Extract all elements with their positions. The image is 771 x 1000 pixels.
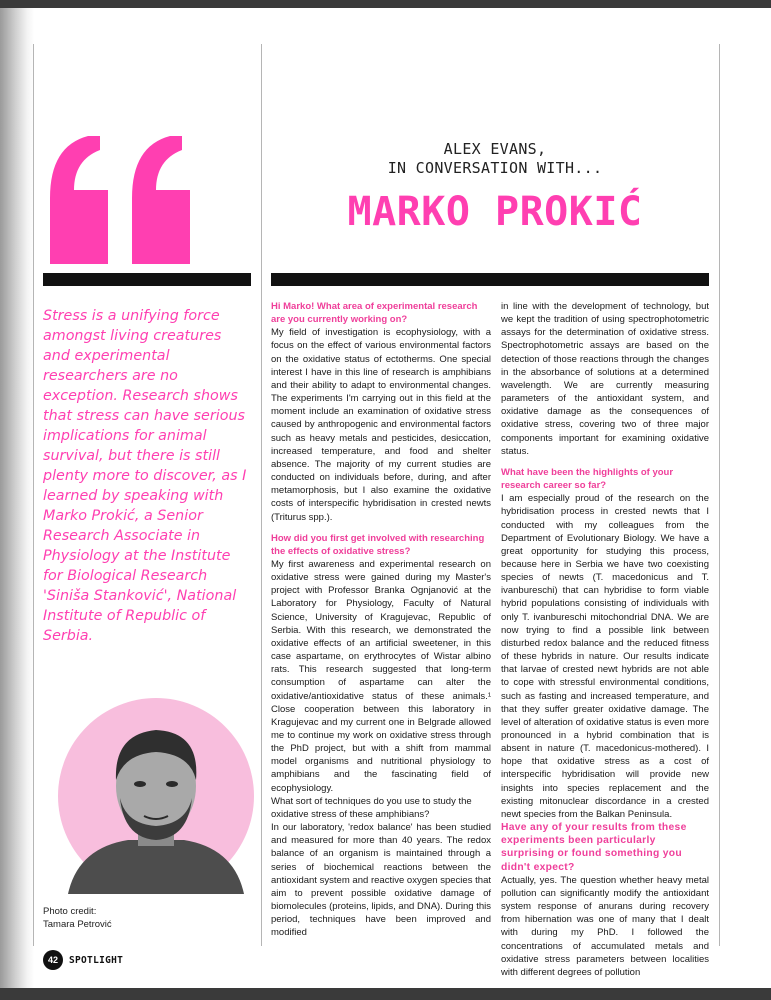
photo-credit-label: Photo credit: — [43, 906, 97, 917]
interview-answer: In our laboratory, 'redox balance' has been studied and measured for more than 40 years. The redox balance of an organism is maintained through a series of biochemical reactions between the antioxidant system and reactive oxygen species that aim to prevent possible oxidative damage of biomolecules (proteins, lipids, and DNA). During this period, techniques have been improved and modified — [271, 822, 491, 939]
interview-question: What have been the highlights of your research career so far? — [501, 466, 674, 492]
section-label: SPOTLIGHT — [69, 954, 124, 966]
interview-answer-continued: in line with the development of technology, but we kept the tradition of using spectrophotometric assays for the determination of oxidative stress. Spectrophotometric assays are based on the detection of those reactions through the changes in the absorbance of solutions at a determined wavelength. We are currently measuring parameters of the antioxidant system, and oxidative damage as the consequences of oxidative stress, covering two of three major components important for examining oxidative status. — [501, 301, 709, 457]
article-column-2 — [501, 300, 709, 978]
page-footer — [43, 950, 123, 970]
portrait-illustration — [58, 698, 254, 894]
quote-mark-icon — [44, 136, 204, 264]
interview-answer: Actually, yes. The question whether heavy metal pollution can significantly modify the antioxidant system response of anurans during recovery from hibernation was one of many that I dealt with during my PhD. I followed the concentrations of accumulated metals and oxidative stress parameters between localities with different degrees of pollution — [501, 874, 709, 978]
kicker-subtitle: IN CONVERSATION WITH... — [387, 159, 603, 177]
interview-question: What sort of techniques do you use to study the oxidative stress of these amphibians? — [271, 795, 472, 820]
interview-answer: I am especially proud of the research on the hybridisation process in crested newts that I conducted with my colleagues from the Department of Evolutionary Biology. We have a great opportunity for studying this process, because here in Serbia we have two coexisting species of newts (T. macedonicus and T. ivanbureschi) that can hybridise to form viable hybrid populations consisting of individuals with only T. ivanbureschi mitochondrial DNA. We are now trying to find a possible link between disturbed redox balance and the reduced fitness of these hybrids in nature. Our results indicate that larvae of crested newt hybrids are not able to cope with stressful environmental conditions, such as fasting and increased temperature, and that they suffer greater oxidative damage. The level of alteration of oxidative status is even more pronounced in a hybrid combination that is absent in nature (T. macedonicus-mothered). I hope that oxidative stress as a cost of interspecific hybridisation will provide new insights into species replacement and the existing mitonuclear discordance in a crested newt species from the Balkan Peninsula. — [501, 493, 709, 820]
article-headline: MARKO PROKIĆ — [347, 189, 643, 235]
interview-question: How did you first get involved with researching the effects of oxidative stress? — [271, 532, 485, 557]
column-rule-middle — [261, 44, 262, 946]
photo-credit — [43, 905, 193, 931]
column-rule-right — [719, 44, 720, 946]
article-kicker — [300, 140, 690, 178]
page-number-badge: 42 — [43, 950, 63, 970]
kicker-author: ALEX EVANS, — [443, 140, 547, 158]
divider-bar-left — [43, 273, 251, 286]
interview-question: Have any of your results from these experiments been particularly surprising or found something you didn't expect? — [501, 822, 687, 873]
standfirst-text: Stress is a unifying force amongst living creatures and experimental researchers are no exception. Research shows that stress can have serious implications for animal survival, but there is still plenty more to discover, as I learned by speaking with Marko Prokić, a Senior Research Associate in Physiology at the Institute for Biological Research 'Siniša Stanković', National Institute of Republic of Serbia. — [43, 308, 247, 644]
divider-bar-right — [271, 273, 709, 286]
interview-question: Hi Marko! What area of experimental research are you currently working on? — [271, 301, 478, 326]
photo-credit-name: Tamara Petrović — [43, 919, 112, 930]
column-rule-left — [33, 44, 34, 946]
magazine-page — [0, 8, 771, 988]
interview-answer: My first awareness and experimental research on oxidative stress were gained during my Master's project with Professor Branka Ognjanović at the Laboratory for Physiology, Faculty of Natural Science, University of Kragujevac, Republic of Serbia. With this research, we demonstrated the oxidative effects of an artificial sweetener, in this case aspartame, on erythrocytes of Wistar albino rats. This research suggested that long-term consumption of aspartame can alter the oxidative/antioxidative status of these animals.¹ Close cooperation between this laboratory in Kragujevac and my current one in Belgrade allowed me to continue my work on oxidative stress through the PhD project, but with a shift from mammal model organisms and nutritional physiology to amphibians and the fascinating field of ecophysiology. — [271, 558, 491, 794]
interview-answer: My field of investigation is ecophysiology, with a focus on the effect of various environmental factors on the oxidative status of ectotherms. One special interest I have in this line of research is amphibians and their ability to adapt to environmental changes. The experiments I'm carrying out in this field at the moment include an examination of oxidative stress caused by anthropogenic and environmental factors such as heavy metals and pesticides, desiccation, increased temperature, and food and shelter absence. The majority of my current studies are conducted on individuals before, during, and after metamorphosis, but I also examine the oxidative costs of interspecific hybridisation in crested newts (Triturus spp.). — [271, 327, 491, 523]
portrait-photo — [58, 698, 254, 894]
article-column-1 — [271, 300, 491, 942]
page-spine-shadow — [0, 8, 34, 988]
